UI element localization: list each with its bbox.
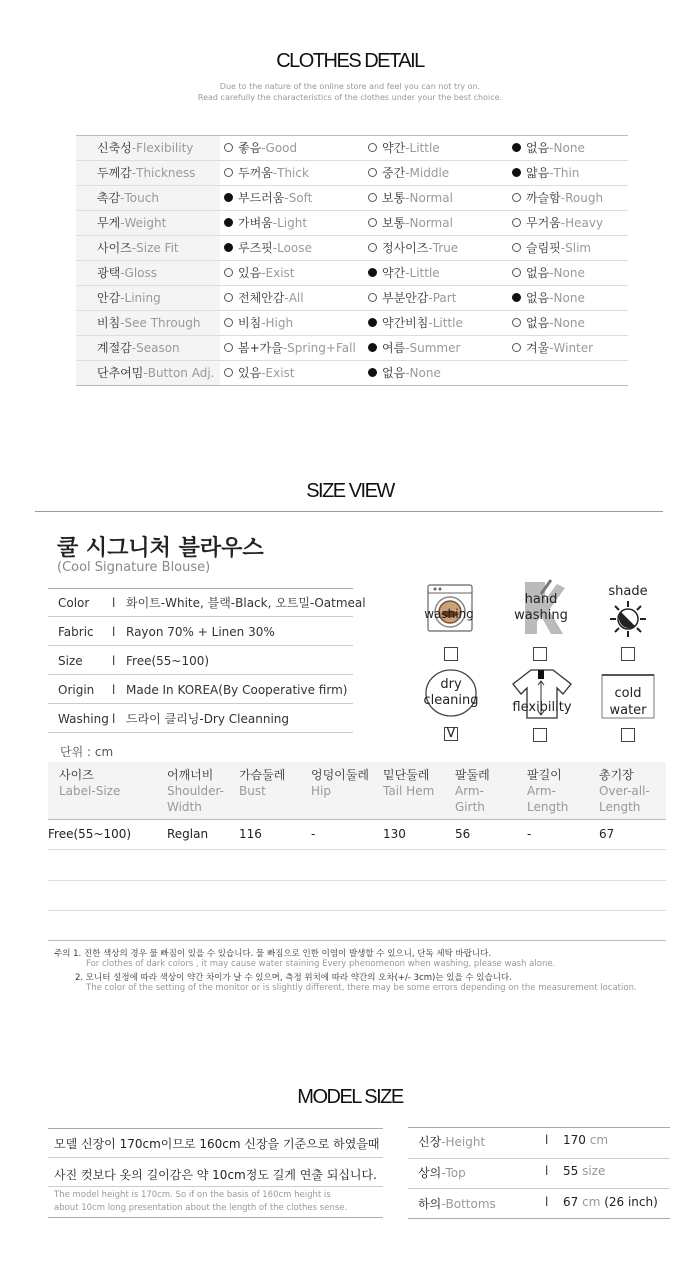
detail-label-en: -Touch bbox=[120, 191, 159, 205]
detail-label-en: -See Through bbox=[120, 316, 201, 330]
info-row bbox=[48, 589, 366, 617]
unselected-radio-icon bbox=[368, 193, 377, 202]
detail-option bbox=[224, 236, 312, 260]
model-spec-number: 55 bbox=[563, 1164, 579, 1178]
detail-option-ko: 얇음 bbox=[526, 166, 550, 180]
detail-option bbox=[512, 211, 603, 235]
detail-label-en: -Thickness bbox=[131, 166, 196, 180]
detail-option bbox=[224, 161, 309, 185]
model-spec-top-border bbox=[408, 1127, 670, 1128]
size-header-cell bbox=[239, 767, 285, 799]
detail-option-en: -None bbox=[549, 291, 585, 305]
model-spec-value bbox=[563, 1164, 605, 1178]
detail-option-ko: 정사이즈 bbox=[382, 241, 429, 255]
detail-option bbox=[224, 336, 356, 360]
model-spec-divider bbox=[408, 1158, 670, 1159]
size-header-en: Length bbox=[527, 800, 569, 814]
washing-label: washing bbox=[424, 607, 474, 621]
size-header-cell bbox=[59, 767, 120, 799]
info-row bbox=[48, 705, 353, 733]
detail-row bbox=[76, 261, 628, 286]
model-spec-ko: 상의 bbox=[418, 1166, 442, 1180]
detail-option-ko: 약간비침 bbox=[382, 316, 429, 330]
size-header-ko: 가슴둘레 bbox=[239, 768, 286, 782]
size-table-line-1 bbox=[48, 849, 666, 850]
detail-row bbox=[76, 311, 628, 336]
detail-option-ko: 까슬함 bbox=[526, 191, 561, 205]
size-value-cell: 130 bbox=[383, 827, 406, 841]
detail-option bbox=[224, 286, 304, 310]
selected-radio-icon bbox=[512, 143, 521, 152]
sun-shade-icon bbox=[608, 600, 648, 638]
detail-option-en: -Loose bbox=[272, 241, 312, 255]
detail-option-en: -Thick bbox=[272, 166, 309, 180]
selected-radio-icon bbox=[368, 343, 377, 352]
size-table-header-border bbox=[48, 819, 666, 820]
selected-radio-icon bbox=[368, 318, 377, 327]
selected-radio-icon bbox=[368, 368, 377, 377]
shade-label: shade bbox=[608, 584, 648, 599]
selected-radio-icon bbox=[224, 218, 233, 227]
model-size-title: MODEL SIZE bbox=[297, 1086, 403, 1108]
detail-option bbox=[368, 161, 449, 185]
detail-label-ko: 안감 bbox=[97, 291, 121, 305]
model-spec-row bbox=[418, 1195, 670, 1212]
size-header-en: Width bbox=[167, 800, 202, 814]
detail-label-en: -Lining bbox=[120, 291, 161, 305]
info-separator: l bbox=[112, 683, 116, 697]
size-header-en: Arm- bbox=[455, 784, 484, 798]
detail-option-en: -None bbox=[549, 141, 585, 155]
size-header-en: Shoulder- bbox=[167, 784, 224, 798]
detail-label-ko: 비침 bbox=[97, 316, 121, 330]
unselected-radio-icon bbox=[512, 318, 521, 327]
detail-option-en: -All bbox=[284, 291, 304, 305]
model-desc-line-4: about 10cm long presentation about the length of the clothes sense. bbox=[54, 1203, 348, 1213]
detail-option bbox=[368, 136, 440, 160]
detail-label-ko: 두께감 bbox=[97, 166, 132, 180]
unselected-radio-icon bbox=[512, 193, 521, 202]
detail-row bbox=[76, 186, 628, 211]
detail-row bbox=[76, 211, 628, 236]
detail-option bbox=[368, 261, 440, 285]
model-spec-en: -Bottoms bbox=[441, 1197, 496, 1211]
info-row bbox=[48, 676, 353, 704]
detail-option bbox=[224, 311, 293, 335]
model-spec-unit: cm bbox=[585, 1133, 609, 1147]
model-desc-divider-2 bbox=[48, 1186, 383, 1187]
detail-option-ko: 두꺼움 bbox=[238, 166, 273, 180]
size-table-line-2 bbox=[48, 880, 666, 881]
caution-note-2: 2. 모니터 설정에 따라 색상이 약간 차이가 날 수 있으며, 측정 위치에 따라 약간의 오차(+/- 3cm)는 있을 수 있습니다. bbox=[75, 973, 512, 983]
detail-option-ko: 비침 bbox=[238, 316, 262, 330]
detail-option-ko: 봄+가을 bbox=[238, 341, 283, 355]
size-value-cell: - bbox=[527, 827, 532, 841]
info-value: 드라이 클리닝-Dry Cleanning bbox=[126, 712, 290, 726]
hand-washing-checkbox bbox=[533, 647, 547, 661]
model-spec-separator: l bbox=[545, 1164, 549, 1178]
model-spec-unit: cm bbox=[578, 1195, 601, 1209]
unselected-radio-icon bbox=[368, 143, 377, 152]
model-spec-number: 67 bbox=[563, 1195, 579, 1209]
clothes-detail-subtitle-1: Due to the nature of the online store and feel you can not try on. bbox=[219, 82, 481, 91]
model-spec-value bbox=[563, 1133, 608, 1147]
selected-radio-icon bbox=[512, 293, 521, 302]
caution-note-1: 주의 1. 진한 색상의 경우 물 빠짐이 있을 수 있습니다. 물 빠짐으로 인한 이염이 발생할 수 있으니, 단독 세탁 바랍니다. bbox=[54, 949, 492, 959]
size-header-en: Over-all- bbox=[599, 784, 650, 798]
caution-note-1-en: For clothes of dark colors , it may cause water staining Every phenomenon when washing, please wash alone. bbox=[86, 959, 556, 969]
detail-option-en: -Winter bbox=[549, 341, 594, 355]
size-header-cell bbox=[311, 767, 369, 799]
detail-option bbox=[512, 261, 585, 285]
selected-radio-icon bbox=[368, 268, 377, 277]
detail-option-ko: 여름 bbox=[382, 341, 406, 355]
detail-option bbox=[224, 261, 295, 285]
detail-row bbox=[76, 286, 628, 311]
detail-option-ko: 없음 bbox=[526, 141, 550, 155]
detail-option-ko: 있음 bbox=[238, 366, 262, 380]
detail-label bbox=[76, 236, 220, 260]
info-separator: l bbox=[112, 712, 116, 726]
size-header-en: Bust bbox=[239, 784, 266, 798]
size-header-ko: 팔길이 bbox=[527, 768, 562, 782]
detail-option-en: -Normal bbox=[405, 191, 453, 205]
detail-label-ko: 무게 bbox=[97, 216, 121, 230]
detail-option bbox=[512, 136, 585, 160]
model-spec-extra: (26 inch) bbox=[600, 1195, 658, 1209]
detail-label bbox=[76, 311, 220, 335]
size-header-cell bbox=[527, 767, 568, 815]
hand-washing-icon bbox=[515, 578, 571, 636]
detail-option-ko: 무거움 bbox=[526, 216, 561, 230]
detail-option bbox=[512, 286, 585, 310]
detail-row bbox=[76, 136, 628, 161]
detail-label-ko: 사이즈 bbox=[97, 241, 132, 255]
size-value-cell: 116 bbox=[239, 827, 262, 841]
detail-option bbox=[368, 211, 453, 235]
detail-option-ko: 전체안감 bbox=[238, 291, 285, 305]
detail-label bbox=[76, 211, 220, 235]
unselected-radio-icon bbox=[512, 343, 521, 352]
info-value: Rayon 70% + Linen 30% bbox=[126, 625, 275, 639]
model-spec-row bbox=[418, 1133, 670, 1150]
size-header-cell bbox=[383, 767, 434, 799]
detail-label-en: -Button Adj. bbox=[143, 366, 215, 380]
model-desc-divider bbox=[48, 1157, 383, 1158]
info-separator: l bbox=[112, 625, 116, 639]
detail-label bbox=[76, 186, 220, 210]
size-header-en: Label-Size bbox=[59, 784, 121, 798]
detail-label bbox=[76, 286, 220, 310]
detail-option-ko: 가벼움 bbox=[238, 216, 273, 230]
detail-option-en: -Middle bbox=[405, 166, 450, 180]
detail-option bbox=[368, 361, 441, 385]
hand-washing-label-2: washing bbox=[514, 608, 568, 623]
caution-note-2-en: The color of the setting of the monitor or is slightly different, there may be some errors depending on the measurement location. bbox=[86, 983, 637, 993]
size-header-ko: 팔둘레 bbox=[455, 768, 490, 782]
dry-cleaning-label-2: cleaning bbox=[423, 693, 479, 708]
flexibility-label: flexibility bbox=[512, 700, 572, 715]
detail-option-ko: 약간 bbox=[382, 266, 406, 280]
unselected-radio-icon bbox=[224, 368, 233, 377]
info-separator: l bbox=[112, 596, 116, 610]
detail-option bbox=[368, 336, 460, 360]
unselected-radio-icon bbox=[368, 168, 377, 177]
model-spec-separator: l bbox=[545, 1133, 549, 1147]
model-desc-line-3: The model height is 170cm. So if on the basis of 160cm height is bbox=[54, 1190, 331, 1200]
model-spec-row bbox=[418, 1164, 670, 1181]
size-value-cell: Reglan bbox=[167, 827, 209, 841]
model-spec-ko: 하의 bbox=[418, 1197, 442, 1211]
detail-row bbox=[76, 336, 628, 361]
detail-option bbox=[368, 236, 458, 260]
detail-label-ko: 계절감 bbox=[97, 341, 132, 355]
detail-option-ko: 없음 bbox=[526, 266, 550, 280]
model-desc-bottom-border bbox=[48, 1217, 383, 1218]
detail-option-en: -Normal bbox=[405, 216, 453, 230]
detail-option bbox=[512, 161, 579, 185]
detail-option-en: -None bbox=[405, 366, 441, 380]
dry-cleaning-checkbox: V bbox=[444, 727, 458, 741]
unselected-radio-icon bbox=[224, 318, 233, 327]
flexibility-checkbox bbox=[533, 728, 547, 742]
detail-option-ko: 좋음 bbox=[238, 141, 262, 155]
size-header-en: Arm- bbox=[527, 784, 556, 798]
detail-option-ko: 슬림핏 bbox=[526, 241, 561, 255]
cold-water-label-2: water bbox=[609, 703, 647, 718]
detail-option-en: -Good bbox=[261, 141, 298, 155]
model-desc-top-border bbox=[48, 1128, 383, 1129]
cold-water-label-1: cold bbox=[614, 686, 642, 701]
detail-option-ko: 없음 bbox=[382, 366, 406, 380]
detail-option bbox=[368, 311, 463, 335]
size-header-cell bbox=[455, 767, 490, 815]
detail-option-en: -Little bbox=[405, 266, 440, 280]
detail-option-en: -Little bbox=[428, 316, 463, 330]
shade-checkbox bbox=[621, 647, 635, 661]
info-key: Origin bbox=[58, 683, 95, 697]
detail-option-ko: 없음 bbox=[526, 316, 550, 330]
info-row bbox=[48, 618, 353, 646]
size-header-en: Tail Hem bbox=[383, 784, 435, 798]
detail-label-en: -Season bbox=[131, 341, 180, 355]
detail-label-ko: 촉감 bbox=[97, 191, 121, 205]
info-separator: l bbox=[112, 654, 116, 668]
unselected-radio-icon bbox=[512, 268, 521, 277]
detail-option-ko: 부분안감 bbox=[382, 291, 429, 305]
washing-checkbox bbox=[444, 647, 458, 661]
detail-option-en: -Exist bbox=[261, 366, 295, 380]
unselected-radio-icon bbox=[512, 243, 521, 252]
product-name: 쿨 시그니처 블라우스 bbox=[57, 536, 264, 561]
detail-option-ko: 약간 bbox=[382, 141, 406, 155]
detail-label-en: -Weight bbox=[120, 216, 167, 230]
size-table-bottom-border bbox=[48, 940, 666, 941]
size-view-divider bbox=[35, 511, 663, 512]
unselected-radio-icon bbox=[224, 293, 233, 302]
info-key: Size bbox=[58, 654, 83, 668]
model-spec-divider bbox=[408, 1218, 670, 1219]
unselected-radio-icon bbox=[512, 218, 521, 227]
detail-option bbox=[224, 136, 297, 160]
detail-label bbox=[76, 361, 220, 385]
size-header-cell bbox=[167, 767, 224, 815]
size-value-cell: Free(55~100) bbox=[48, 827, 132, 841]
unselected-radio-icon bbox=[368, 218, 377, 227]
detail-option-en: -None bbox=[549, 266, 585, 280]
detail-label-en: -Size Fit bbox=[131, 241, 179, 255]
detail-option bbox=[224, 186, 312, 210]
detail-label-ko: 광택 bbox=[97, 266, 121, 280]
dry-cleaning-label-1: dry bbox=[440, 677, 462, 692]
model-desc-line-1: 모델 신장이 170cm이므로 160cm 신장을 기준으로 하였을때 bbox=[54, 1137, 380, 1151]
info-value: 화이트-White, 블랙-Black, 오트밀-Oatmeal bbox=[126, 596, 366, 610]
model-spec-number: 170 bbox=[563, 1133, 586, 1147]
model-desc-line-2: 사진 컷보다 옷의 길이감은 약 10cm정도 길게 연출 되십니다. bbox=[54, 1168, 377, 1182]
detail-option bbox=[512, 311, 585, 335]
clothes-detail-title: CLOTHES DETAIL bbox=[276, 50, 424, 72]
model-spec-en: -Top bbox=[441, 1166, 466, 1180]
model-spec-separator: l bbox=[545, 1195, 549, 1209]
clothes-detail-subtitle-2: Read carefully the characteristics of the clothes under your the best choice. bbox=[197, 93, 503, 102]
cold-water-checkbox bbox=[621, 728, 635, 742]
detail-option-en: -Thin bbox=[549, 166, 580, 180]
detail-option-en: -Light bbox=[272, 216, 308, 230]
detail-option-en: -Spring+Fall bbox=[282, 341, 356, 355]
unselected-radio-icon bbox=[368, 243, 377, 252]
selected-radio-icon bbox=[224, 193, 233, 202]
detail-label-ko: 신축성 bbox=[97, 141, 132, 155]
detail-option-ko: 부드러움 bbox=[238, 191, 285, 205]
selected-radio-icon bbox=[224, 243, 233, 252]
detail-option-ko: 있음 bbox=[238, 266, 262, 280]
size-header-ko: 총기장 bbox=[599, 768, 634, 782]
detail-option bbox=[512, 186, 603, 210]
model-spec-value bbox=[563, 1195, 658, 1209]
detail-table-bottom-border bbox=[76, 385, 628, 386]
detail-option-en: -Part bbox=[428, 291, 457, 305]
detail-option-en: -Slim bbox=[560, 241, 592, 255]
detail-label bbox=[76, 261, 220, 285]
detail-option bbox=[512, 336, 593, 360]
detail-label bbox=[76, 136, 220, 160]
info-key: Color bbox=[58, 596, 90, 610]
detail-option bbox=[224, 361, 295, 385]
info-value: Made In KOREA(By Cooperative firm) bbox=[126, 683, 348, 697]
selected-radio-icon bbox=[512, 168, 521, 177]
size-value-cell: - bbox=[311, 827, 316, 841]
detail-option-ko: 겨울 bbox=[526, 341, 550, 355]
detail-label-en: -Gloss bbox=[120, 266, 157, 280]
detail-option-ko: 보통 bbox=[382, 216, 406, 230]
detail-label-en: -Flexibility bbox=[131, 141, 194, 155]
model-spec-divider bbox=[408, 1188, 670, 1189]
size-header-en: Hip bbox=[311, 784, 331, 798]
detail-option-en: -Heavy bbox=[560, 216, 604, 230]
size-header-ko: 사이즈 bbox=[59, 768, 94, 782]
detail-row bbox=[76, 161, 628, 186]
size-view-title: SIZE VIEW bbox=[306, 480, 394, 502]
detail-row bbox=[76, 236, 628, 261]
unit-label: 단위 : cm bbox=[60, 745, 114, 759]
unselected-radio-icon bbox=[368, 293, 377, 302]
detail-option-en: -Summer bbox=[405, 341, 461, 355]
product-name-en: (Cool Signature Blouse) bbox=[57, 560, 211, 575]
detail-option-en: -Soft bbox=[284, 191, 313, 205]
detail-label bbox=[76, 336, 220, 360]
size-header-ko: 어깨너비 bbox=[167, 768, 214, 782]
size-header-cell bbox=[599, 767, 650, 815]
detail-row bbox=[76, 361, 628, 386]
model-spec-ko: 신장 bbox=[418, 1135, 442, 1149]
unselected-radio-icon bbox=[224, 143, 233, 152]
model-spec-unit: size bbox=[578, 1164, 606, 1178]
info-key: Fabric bbox=[58, 625, 94, 639]
size-header-ko: 엉덩이둘레 bbox=[311, 768, 369, 782]
size-header-en: Length bbox=[599, 800, 641, 814]
unselected-radio-icon bbox=[224, 268, 233, 277]
detail-option-ko: 중간 bbox=[382, 166, 406, 180]
detail-option bbox=[224, 211, 307, 235]
info-key: Washing bbox=[58, 712, 109, 726]
detail-option-en: -True bbox=[428, 241, 459, 255]
hand-washing-label-1: hand bbox=[524, 592, 558, 607]
detail-option-ko: 보통 bbox=[382, 191, 406, 205]
detail-option bbox=[368, 286, 456, 310]
size-header-ko: 밑단둘레 bbox=[383, 768, 430, 782]
detail-option bbox=[368, 186, 453, 210]
detail-option-en: -None bbox=[549, 316, 585, 330]
info-row bbox=[48, 647, 353, 675]
detail-option-en: -Rough bbox=[560, 191, 604, 205]
detail-option-en: -High bbox=[261, 316, 294, 330]
size-value-cell: 56 bbox=[455, 827, 471, 841]
size-table-line-3 bbox=[48, 910, 666, 911]
size-header-en: Girth bbox=[455, 800, 485, 814]
detail-option-en: -Exist bbox=[261, 266, 295, 280]
info-value: Free(55~100) bbox=[126, 654, 210, 668]
unselected-radio-icon bbox=[224, 168, 233, 177]
detail-label-ko: 단추여밈 bbox=[97, 366, 144, 380]
detail-option-en: -Little bbox=[405, 141, 440, 155]
unselected-radio-icon bbox=[224, 343, 233, 352]
detail-option bbox=[512, 236, 591, 260]
size-value-cell: 67 bbox=[599, 827, 615, 841]
detail-label bbox=[76, 161, 220, 185]
detail-option-ko: 루즈핏 bbox=[238, 241, 273, 255]
model-spec-en: -Height bbox=[441, 1135, 486, 1149]
detail-option-ko: 없음 bbox=[526, 291, 550, 305]
